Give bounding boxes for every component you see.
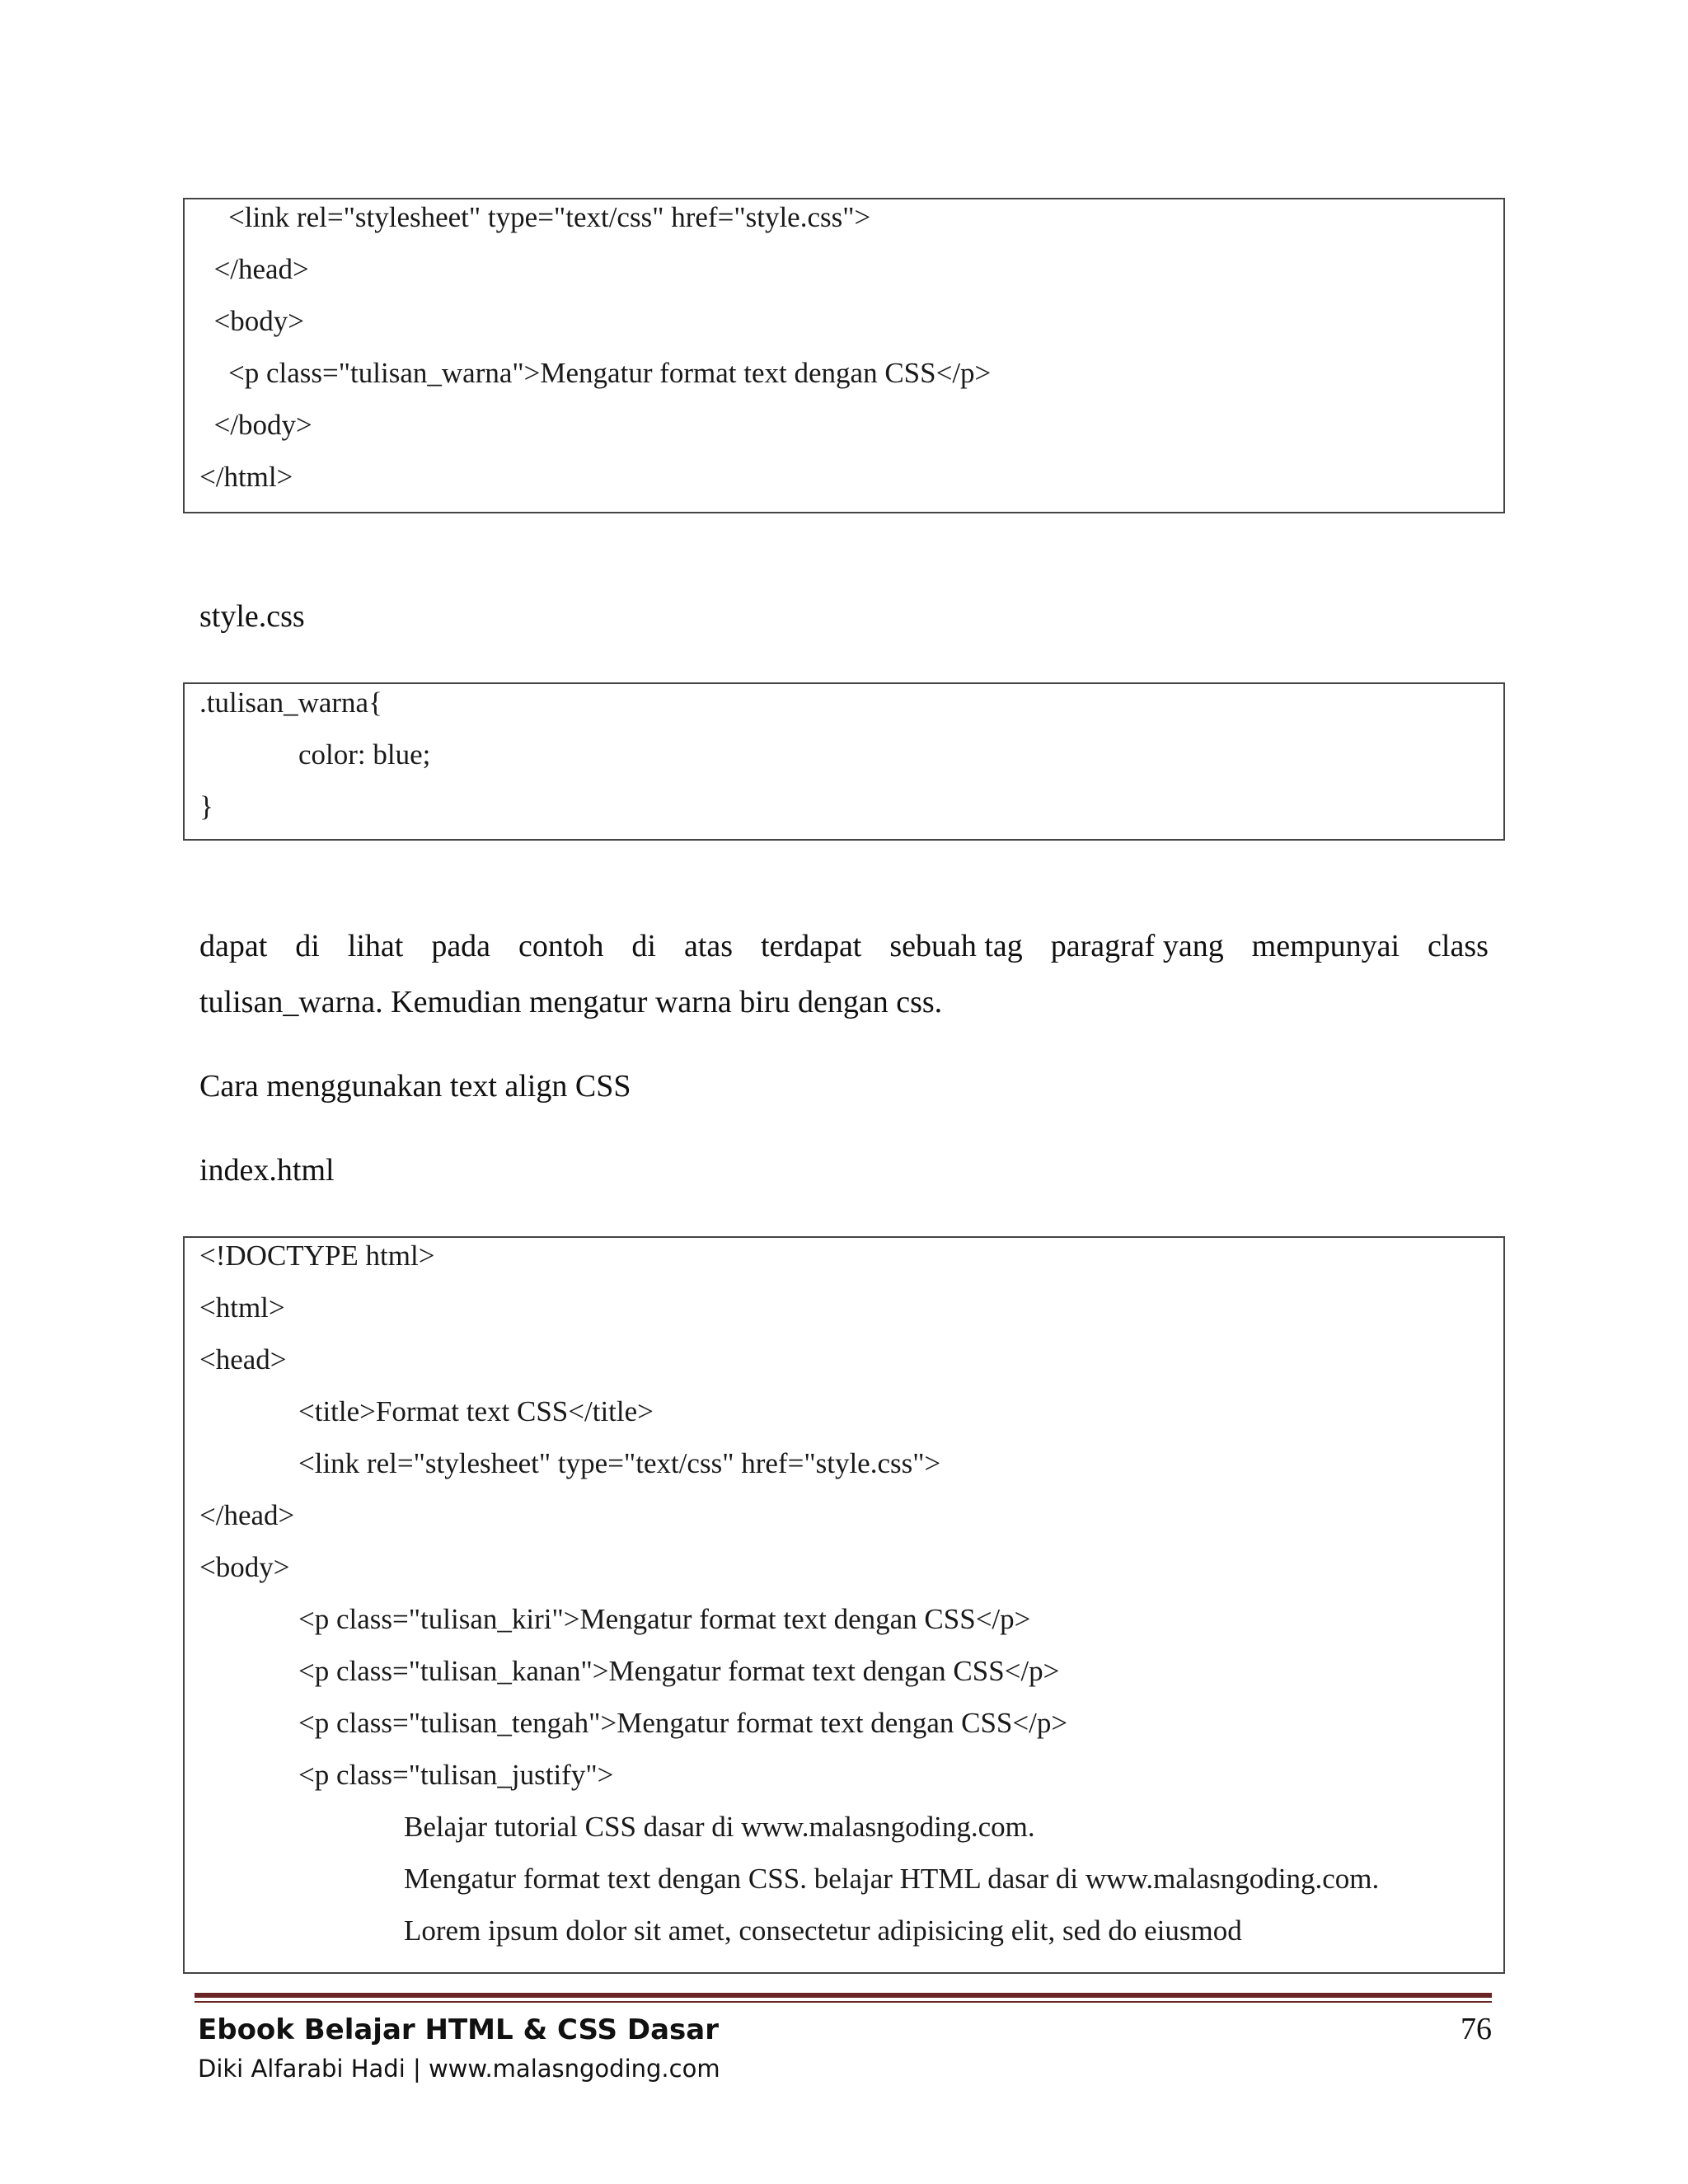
code-line: .tulisan_warna{ [199, 687, 382, 719]
code-line: <p class="tulisan_tengah">Mengatur format text dengan CSS</p> [298, 1707, 1068, 1739]
page-number: 76 [1461, 2012, 1492, 2046]
code-line: Belajar tutorial CSS dasar di www.malasngoding.com. [404, 1811, 1035, 1843]
code-line: <p class="tulisan_justify"> [298, 1759, 614, 1791]
code-line: </html> [199, 461, 293, 493]
code-line: <title>Format text CSS</title> [298, 1395, 654, 1427]
word: class [1428, 929, 1489, 963]
code-line: </body> [199, 409, 312, 441]
code-line: <p class="tulisan_warna">Mengatur format text dengan CSS</p> [199, 357, 992, 389]
word: lihat [347, 929, 404, 963]
code-line: } [199, 790, 213, 823]
word: di [631, 929, 656, 963]
word: terdapat [761, 929, 862, 963]
word: contoh [518, 929, 604, 963]
code-line: <link rel="stylesheet" type="text/css" href="style.css"> [199, 201, 871, 233]
code-line: <link rel="stylesheet" type="text/css" href="style.css"> [298, 1447, 941, 1479]
code-line: Mengatur format text dengan CSS. belajar HTML dasar di www.malasngoding.com. [404, 1863, 1380, 1895]
word: di [295, 929, 320, 963]
code-line: <!DOCTYPE html> [199, 1240, 435, 1272]
label-style-css: style.css [199, 599, 305, 634]
code-line: </head> [199, 253, 309, 285]
word: pada [431, 929, 491, 963]
word: atas [683, 929, 734, 963]
footer-rule-thick [195, 1993, 1492, 1998]
paragraph-line-1 [199, 928, 1489, 964]
code-line: color: blue; [298, 738, 431, 771]
label-index-html: index.html [199, 1153, 335, 1188]
footer-rule-thin [195, 2001, 1492, 2003]
word: dapat [199, 929, 268, 963]
code-line: <p class="tulisan_kiri">Mengatur format text dengan CSS</p> [298, 1603, 1031, 1635]
word: sebuah tag [889, 929, 1023, 963]
word: mempunyai [1251, 929, 1400, 963]
code-line: <body> [199, 1551, 290, 1583]
code-line: <head> [199, 1343, 287, 1376]
code-line: <html> [199, 1291, 285, 1324]
code-line: <body> [199, 305, 304, 337]
code-line: <p class="tulisan_kanan">Mengatur format text dengan CSS</p> [298, 1655, 1060, 1687]
word: paragraf yang [1050, 929, 1224, 963]
code-line: </head> [199, 1499, 295, 1531]
footer-subtitle: Diki Alfarabi Hadi | www.malasngoding.com [198, 2055, 720, 2083]
paragraph-line-2: tulisan_warna. Kemudian mengatur warna biru dengan css. [199, 985, 943, 1019]
footer-title: Ebook Belajar HTML & CSS Dasar [198, 2013, 719, 2046]
heading-text-align: Cara menggunakan text align CSS [199, 1069, 631, 1104]
code-line: Lorem ipsum dolor sit amet, consectetur adipisicing elit, sed do eiusmod [404, 1915, 1242, 1947]
code-block-1 [183, 198, 1505, 513]
